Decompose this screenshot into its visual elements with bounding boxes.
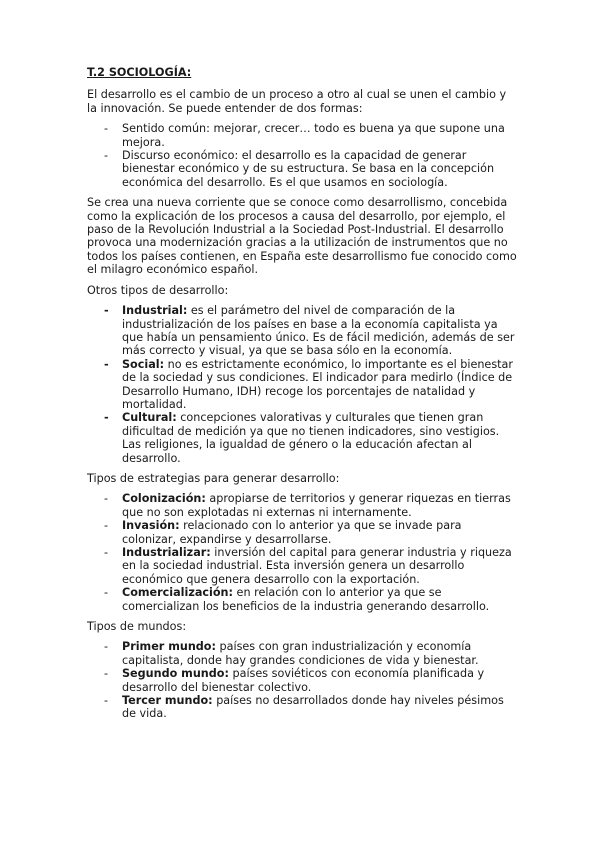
document-page [87, 66, 517, 728]
list-item-term: Social: [122, 357, 165, 371]
intro-paragraph: El desarrollo es el cambio de un proceso a otro al cual se unen el cambio y la innovación. Se puede entender de dos formas: [87, 88, 507, 115]
otros-heading: Otros tipos de desarrollo: [87, 283, 229, 297]
list-item [87, 694, 517, 721]
forms-list [87, 122, 517, 189]
list-item [87, 492, 517, 519]
list-item-text: apropiarse de territorios y generar riquezas en tierras que no son explotadas ni externas ni internamente. [122, 492, 511, 519]
list-item-text: Sentido común: mejorar, crecer… todo es buena ya que supone una mejora. [122, 122, 505, 149]
list-item-text: es el parámetro del nivel de comparación de la industrialización de los países en base a la economía capitalista ya que había un pensamiento único. Es de fácil medición, además de ser más correcto y visual, ya que se basa sólo en la economía. [122, 304, 515, 358]
list-item [87, 519, 517, 546]
list-item-term: Cultural: [122, 411, 177, 425]
mundos-heading: Tipos de mundos: [87, 620, 187, 634]
list-item [87, 546, 517, 586]
dash-bullet: - [104, 519, 109, 533]
list-item-term: Primer mundo: [122, 640, 216, 654]
list-item-text: países soviéticos con economía planificada y desarrollo del bienestar colectivo. [122, 667, 485, 694]
dash-bullet: - [104, 667, 109, 681]
estrategias-heading: Tipos de estrategias para generar desarrollo: [87, 471, 340, 485]
dash-bullet: - [104, 149, 109, 163]
list-item-text: países no desarrollados donde hay niveles pésimos de vida. [122, 694, 504, 721]
dash-bullet: - [104, 694, 109, 708]
list-item-term: Segundo mundo: [122, 667, 229, 681]
list-item-text: inversión del capital para generar industria y riqueza en la sociedad industrial. Esta inversión genera un desarrollo económico que genera desarrollo con la exportación. [122, 546, 512, 586]
list-item-text: no es estrictamente económico, lo importante es el bienestar de la sociedad y sus condiciones. El indicador para medirlo (Índice de Desarrollo Humano, IDH) recoge los porcentajes de natalidad y mortalidad. [122, 357, 513, 411]
page-title: T.2 SOCIOLOGÍA: [87, 66, 192, 79]
dash-bullet: - [104, 411, 109, 425]
estrategias-list [87, 492, 517, 613]
list-item-text: relacionado con lo anterior ya que se invade para colonizar, expandirse y desarrollarse. [122, 519, 462, 546]
dash-bullet: - [104, 546, 109, 559]
list-item-term: Comercialización: [122, 586, 233, 600]
dash-bullet: - [104, 586, 109, 600]
dash-bullet: - [104, 122, 109, 136]
list-item-text: concepciones valorativas y culturales que tienen gran dificultad de medición ya que no tienen indicadores, sino vestigios. Las religiones, la igualdad de género o la educación afectan al desarrollo. [122, 411, 500, 465]
dash-bullet: - [104, 357, 109, 371]
list-item-text: países con gran industrialización y economía capitalista, donde hay grandes condiciones de vida y bienestar. [122, 640, 479, 667]
list-item [87, 149, 517, 189]
mundos-list [87, 640, 517, 720]
dash-bullet: - [104, 492, 109, 506]
list-item-text: Discurso económico: el desarrollo es la capacidad de generar bienestar económico y de su estructura. Se basa en la concepción económica del desarrollo. Es el que usamos en sociología. [122, 149, 495, 189]
dash-bullet: - [104, 304, 109, 318]
list-item [87, 358, 517, 412]
desarrollismo-paragraph: Se crea una nueva corriente que se conoce como desarrollismo, concebida como la explicación de los procesos a causa del desarrollo, por ejemplo, el paso de la Revolución Industrial a la Sociedad Post-Industrial. El desarrollo provoca una modernización gracias a la utilización de instrumentos que no todos los países contienen, en España este desarrollismo fue conocido como el milagro económico español. [87, 196, 517, 277]
list-item-term: Colonización: [122, 492, 206, 506]
list-item [87, 411, 517, 465]
dash-bullet: - [104, 640, 109, 654]
otros-list [87, 304, 517, 465]
list-item [87, 640, 517, 667]
list-item [87, 304, 517, 358]
list-item-term: Industrial: [122, 304, 188, 318]
list-item-term: Tercer mundo: [122, 694, 213, 708]
list-item [87, 122, 517, 149]
list-item-text: en relación con lo anterior ya que se comercializan los beneficios de la industria generando desarrollo. [122, 586, 490, 613]
list-item [87, 667, 517, 694]
list-item-term: Invasión: [122, 519, 180, 533]
list-item-term: Industrializar: [122, 546, 211, 559]
list-item [87, 586, 517, 613]
